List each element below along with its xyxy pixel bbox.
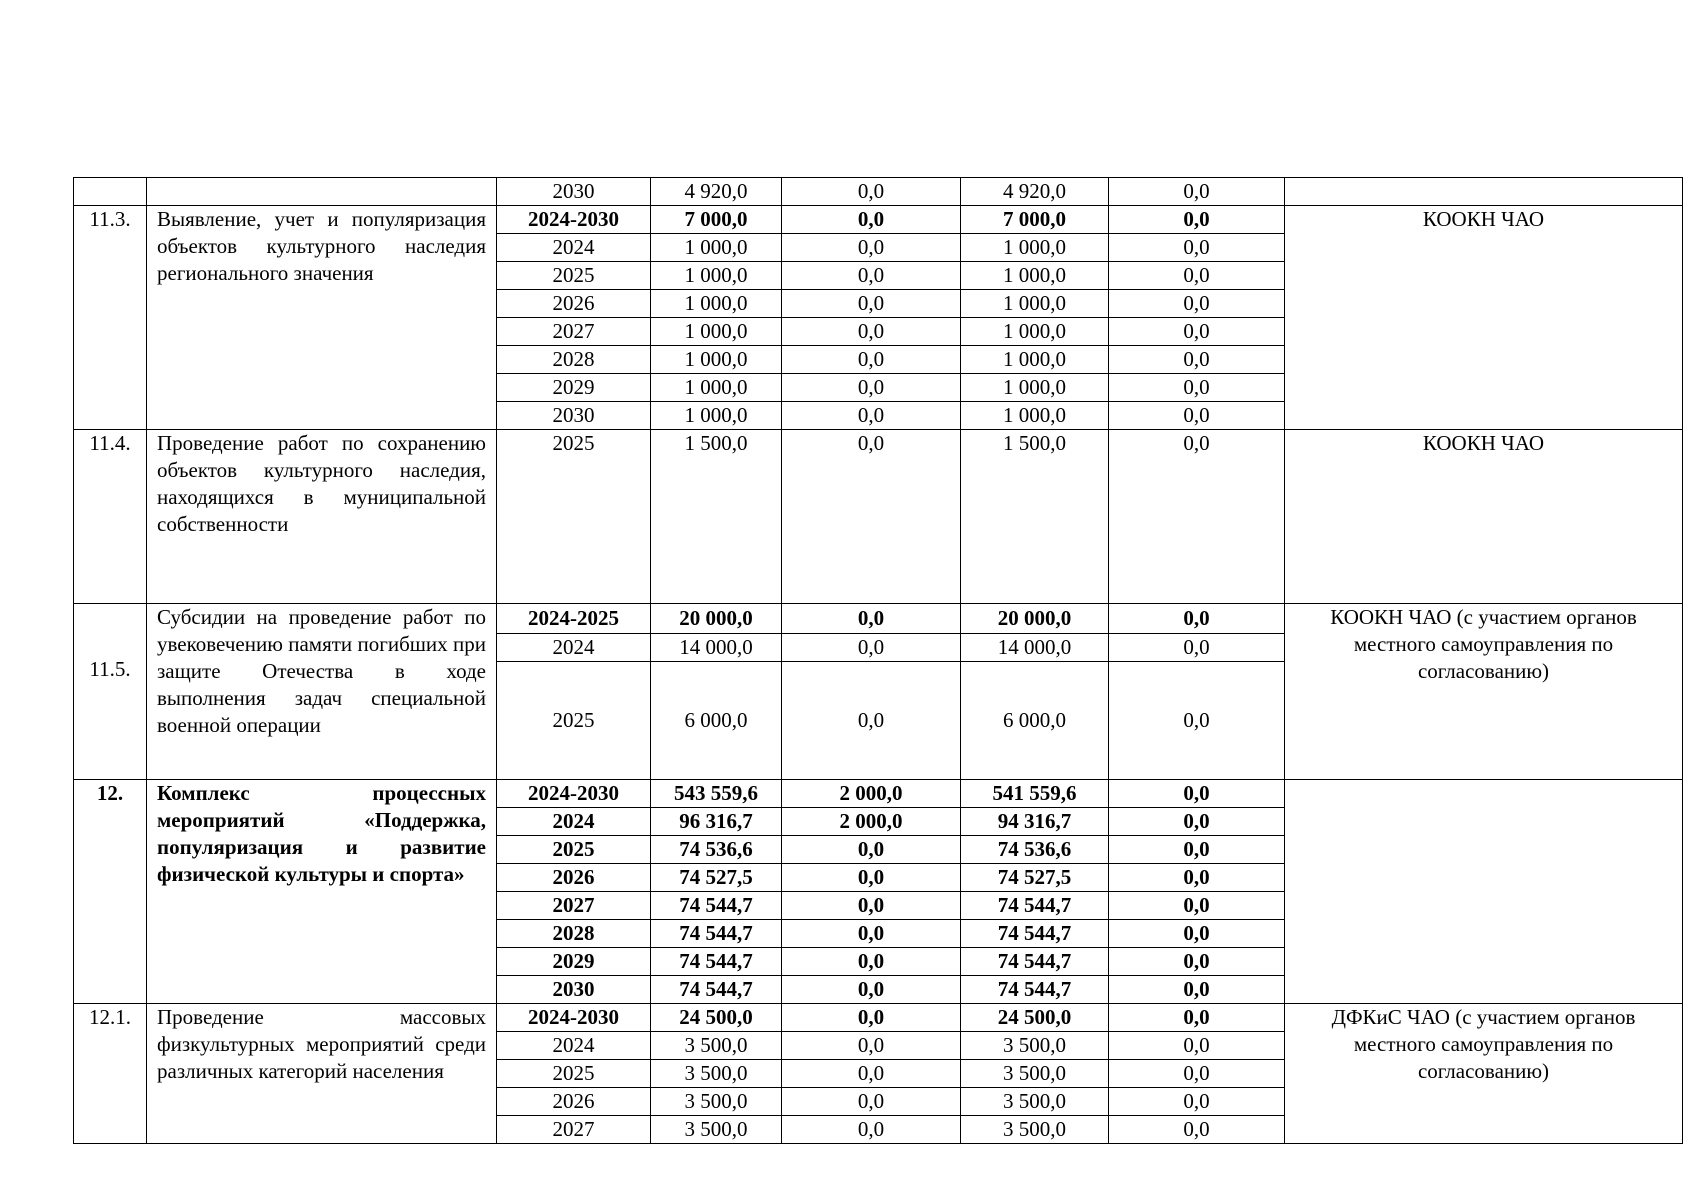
item-title bbox=[147, 1004, 497, 1144]
cell-year: 2024-2030 bbox=[497, 780, 651, 808]
responsible-executor bbox=[1285, 780, 1683, 1004]
cell-total: 6 000,0 bbox=[651, 662, 782, 780]
cell-oth: 0,0 bbox=[1109, 290, 1285, 318]
responsible-executor: КООКН ЧАО (с участием органов местного самоуправления по согласованию) bbox=[1285, 604, 1683, 780]
cell-total: 3 500,0 bbox=[651, 1088, 782, 1116]
cell-oth: 0,0 bbox=[1109, 430, 1285, 604]
cell-oth: 0,0 bbox=[1109, 1116, 1285, 1144]
cell-reg: 74 544,7 bbox=[961, 948, 1109, 976]
item-title-text: Проведение работ по сохранению объектов культурного наследия, находящихся в муниципальной собственности bbox=[157, 431, 486, 536]
cell-year: 2026 bbox=[497, 1088, 651, 1116]
cell-fed: 0,0 bbox=[782, 1116, 961, 1144]
cell-reg: 541 559,6 bbox=[961, 780, 1109, 808]
cell-reg: 3 500,0 bbox=[961, 1088, 1109, 1116]
item-number: 11.5. bbox=[74, 604, 147, 780]
item-number: 11.3. bbox=[74, 206, 147, 430]
cell-total: 1 000,0 bbox=[651, 374, 782, 402]
cell-total: 14 000,0 bbox=[651, 634, 782, 662]
cell-total: 74 536,6 bbox=[651, 836, 782, 864]
item-title bbox=[147, 604, 497, 780]
cell-year: 2024-2025 bbox=[497, 604, 651, 634]
cell-reg: 1 000,0 bbox=[961, 346, 1109, 374]
item-number: 12. bbox=[74, 780, 147, 1004]
cell-reg: 1 000,0 bbox=[961, 234, 1109, 262]
cell-year: 2027 bbox=[497, 318, 651, 346]
cell-fed: 0,0 bbox=[782, 430, 961, 604]
cell-reg: 1 000,0 bbox=[961, 318, 1109, 346]
cell-fed: 0,0 bbox=[782, 836, 961, 864]
cell-year: 2025 bbox=[497, 836, 651, 864]
cell-fed: 2 000,0 bbox=[782, 808, 961, 836]
cell-total: 1 000,0 bbox=[651, 318, 782, 346]
cell-oth: 0,0 bbox=[1109, 780, 1285, 808]
cell-total: 3 500,0 bbox=[651, 1060, 782, 1088]
cell-oth: 0,0 bbox=[1109, 604, 1285, 634]
cell-year: 2028 bbox=[497, 346, 651, 374]
cell-oth: 0,0 bbox=[1109, 864, 1285, 892]
cell-total: 74 544,7 bbox=[651, 976, 782, 1004]
cell-year: 2028 bbox=[497, 920, 651, 948]
table-row bbox=[74, 430, 1683, 604]
item-title bbox=[147, 178, 497, 206]
cell-oth: 0,0 bbox=[1109, 1032, 1285, 1060]
cell-reg: 1 000,0 bbox=[961, 262, 1109, 290]
cell-fed: 0,0 bbox=[782, 290, 961, 318]
cell-reg: 3 500,0 bbox=[961, 1032, 1109, 1060]
responsible-executor bbox=[1285, 178, 1683, 206]
cell-oth: 0,0 bbox=[1109, 1088, 1285, 1116]
cell-fed: 0,0 bbox=[782, 1088, 961, 1116]
cell-fed: 0,0 bbox=[782, 1060, 961, 1088]
cell-fed: 0,0 bbox=[782, 892, 961, 920]
cell-total: 3 500,0 bbox=[651, 1116, 782, 1144]
cell-total: 1 000,0 bbox=[651, 290, 782, 318]
item-number: 12.1. bbox=[74, 1004, 147, 1144]
cell-fed: 0,0 bbox=[782, 262, 961, 290]
table-body bbox=[74, 178, 1683, 1144]
cell-fed: 0,0 bbox=[782, 1004, 961, 1032]
cell-total: 4 920,0 bbox=[651, 178, 782, 206]
cell-total: 24 500,0 bbox=[651, 1004, 782, 1032]
cell-total: 74 544,7 bbox=[651, 920, 782, 948]
cell-reg: 94 316,7 bbox=[961, 808, 1109, 836]
cell-oth: 0,0 bbox=[1109, 1004, 1285, 1032]
cell-year: 2029 bbox=[497, 374, 651, 402]
cell-year: 2025 bbox=[497, 430, 651, 604]
cell-year: 2027 bbox=[497, 1116, 651, 1144]
cell-year: 2024-2030 bbox=[497, 206, 651, 234]
cell-total: 3 500,0 bbox=[651, 1032, 782, 1060]
cell-year: 2025 bbox=[497, 1060, 651, 1088]
responsible-executor: КООКН ЧАО bbox=[1285, 430, 1683, 604]
cell-year: 2024-2030 bbox=[497, 1004, 651, 1032]
cell-fed: 0,0 bbox=[782, 318, 961, 346]
cell-reg: 1 000,0 bbox=[961, 374, 1109, 402]
cell-year: 2030 bbox=[497, 976, 651, 1004]
cell-oth: 0,0 bbox=[1109, 206, 1285, 234]
cell-oth: 0,0 bbox=[1109, 346, 1285, 374]
table-row bbox=[74, 1004, 1683, 1032]
cell-reg: 1 500,0 bbox=[961, 430, 1109, 604]
cell-year: 2024 bbox=[497, 234, 651, 262]
cell-total: 1 000,0 bbox=[651, 346, 782, 374]
table-row bbox=[74, 604, 1683, 634]
cell-year: 2024 bbox=[497, 808, 651, 836]
item-title bbox=[147, 206, 497, 430]
cell-year: 2024 bbox=[497, 1032, 651, 1060]
item-title-text: Субсидии на проведение работ по увековечению памяти погибших при защите Отечества в ходе выполнения задач специальной военной операции bbox=[157, 605, 486, 737]
cell-total: 1 000,0 bbox=[651, 262, 782, 290]
cell-year: 2030 bbox=[497, 178, 651, 206]
cell-fed: 0,0 bbox=[782, 634, 961, 662]
cell-total: 7 000,0 bbox=[651, 206, 782, 234]
cell-total: 74 544,7 bbox=[651, 892, 782, 920]
table-row bbox=[74, 206, 1683, 234]
cell-oth: 0,0 bbox=[1109, 234, 1285, 262]
cell-total: 74 544,7 bbox=[651, 948, 782, 976]
cell-year: 2024 bbox=[497, 634, 651, 662]
cell-reg: 20 000,0 bbox=[961, 604, 1109, 634]
item-title bbox=[147, 780, 497, 1004]
cell-oth: 0,0 bbox=[1109, 1060, 1285, 1088]
cell-reg: 7 000,0 bbox=[961, 206, 1109, 234]
table-row bbox=[74, 780, 1683, 808]
item-title-text: Проведение массовых физкультурных мероприятий среди различных категорий населения bbox=[157, 1005, 486, 1083]
cell-fed: 0,0 bbox=[782, 346, 961, 374]
cell-fed: 0,0 bbox=[782, 976, 961, 1004]
cell-reg: 74 544,7 bbox=[961, 920, 1109, 948]
cell-oth: 0,0 bbox=[1109, 318, 1285, 346]
cell-total: 20 000,0 bbox=[651, 604, 782, 634]
cell-year: 2026 bbox=[497, 864, 651, 892]
cell-fed: 0,0 bbox=[782, 234, 961, 262]
cell-fed: 0,0 bbox=[782, 402, 961, 430]
cell-fed: 2 000,0 bbox=[782, 780, 961, 808]
responsible-executor: КООКН ЧАО bbox=[1285, 206, 1683, 430]
cell-oth: 0,0 bbox=[1109, 892, 1285, 920]
cell-reg: 14 000,0 bbox=[961, 634, 1109, 662]
cell-total: 543 559,6 bbox=[651, 780, 782, 808]
cell-year: 2027 bbox=[497, 892, 651, 920]
cell-oth: 0,0 bbox=[1109, 662, 1285, 780]
cell-oth: 0,0 bbox=[1109, 178, 1285, 206]
cell-total: 1 000,0 bbox=[651, 402, 782, 430]
cell-oth: 0,0 bbox=[1109, 262, 1285, 290]
cell-oth: 0,0 bbox=[1109, 374, 1285, 402]
cell-reg: 1 000,0 bbox=[961, 290, 1109, 318]
cell-total: 1 500,0 bbox=[651, 430, 782, 604]
cell-reg: 3 500,0 bbox=[961, 1116, 1109, 1144]
item-title bbox=[147, 430, 497, 604]
item-number: 11.4. bbox=[74, 430, 147, 604]
cell-reg: 74 544,7 bbox=[961, 892, 1109, 920]
item-title-text: Комплекс процессных мероприятий «Поддержка, популяризация и развитие физической культуры и спорта» bbox=[157, 781, 486, 886]
cell-year: 2029 bbox=[497, 948, 651, 976]
cell-reg: 4 920,0 bbox=[961, 178, 1109, 206]
item-title-text: Выявление, учет и популяризация объектов культурного наследия регионального значения bbox=[157, 207, 486, 285]
item-number bbox=[74, 178, 147, 206]
cell-total: 96 316,7 bbox=[651, 808, 782, 836]
cell-year: 2030 bbox=[497, 402, 651, 430]
cell-oth: 0,0 bbox=[1109, 920, 1285, 948]
responsible-executor: ДФКиС ЧАО (с участием органов местного самоуправления по согласованию) bbox=[1285, 1004, 1683, 1144]
cell-reg: 3 500,0 bbox=[961, 1060, 1109, 1088]
cell-year: 2025 bbox=[497, 662, 651, 780]
cell-reg: 74 527,5 bbox=[961, 864, 1109, 892]
cell-oth: 0,0 bbox=[1109, 976, 1285, 1004]
cell-fed: 0,0 bbox=[782, 1032, 961, 1060]
cell-fed: 0,0 bbox=[782, 206, 961, 234]
cell-fed: 0,0 bbox=[782, 920, 961, 948]
cell-oth: 0,0 bbox=[1109, 836, 1285, 864]
cell-oth: 0,0 bbox=[1109, 948, 1285, 976]
cell-total: 1 000,0 bbox=[651, 234, 782, 262]
cell-reg: 24 500,0 bbox=[961, 1004, 1109, 1032]
cell-fed: 0,0 bbox=[782, 948, 961, 976]
cell-fed: 0,0 bbox=[782, 374, 961, 402]
cell-reg: 1 000,0 bbox=[961, 402, 1109, 430]
cell-fed: 0,0 bbox=[782, 662, 961, 780]
cell-oth: 0,0 bbox=[1109, 402, 1285, 430]
cell-oth: 0,0 bbox=[1109, 634, 1285, 662]
cell-reg: 74 544,7 bbox=[961, 976, 1109, 1004]
cell-total: 74 527,5 bbox=[651, 864, 782, 892]
cell-fed: 0,0 bbox=[782, 178, 961, 206]
cell-oth: 0,0 bbox=[1109, 808, 1285, 836]
cell-reg: 6 000,0 bbox=[961, 662, 1109, 780]
cell-year: 2025 bbox=[497, 262, 651, 290]
cell-year: 2026 bbox=[497, 290, 651, 318]
cell-fed: 0,0 bbox=[782, 864, 961, 892]
cell-reg: 74 536,6 bbox=[961, 836, 1109, 864]
table-row bbox=[74, 178, 1683, 206]
cell-fed: 0,0 bbox=[782, 604, 961, 634]
funding-table bbox=[73, 177, 1683, 1144]
